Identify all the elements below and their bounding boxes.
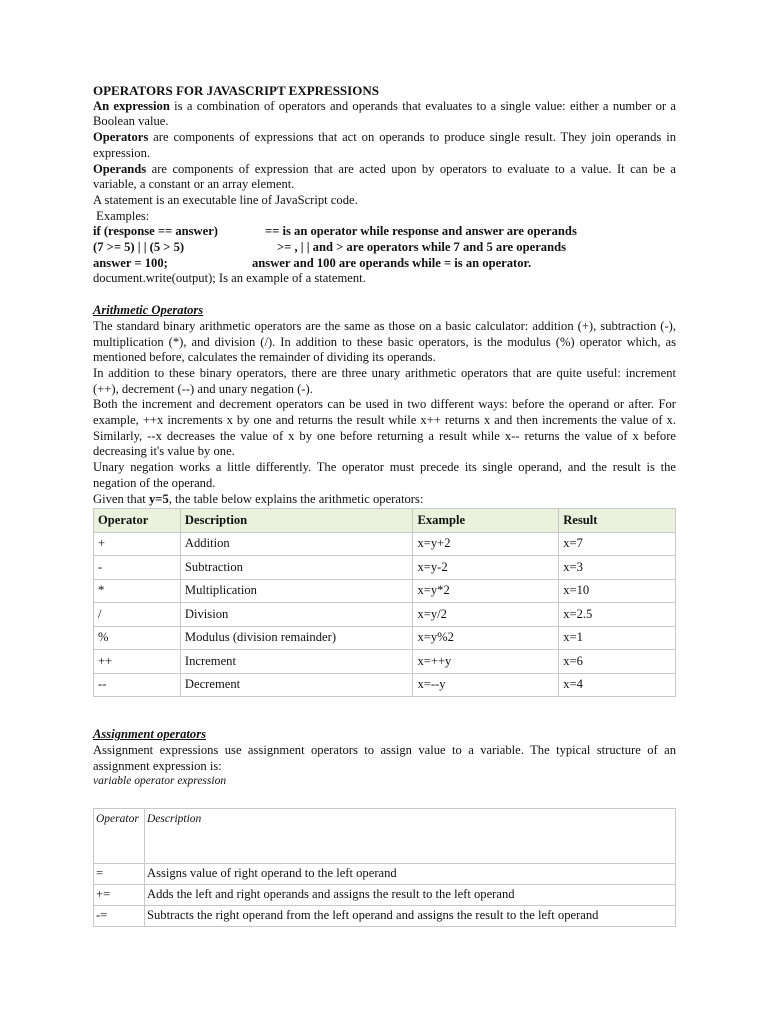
assignment-table [93,808,676,927]
table-cell: - [94,556,181,580]
example-row [93,256,676,272]
statement-definition: A statement is an executable line of JavaScript code. [93,192,358,207]
expression-definition [93,99,676,130]
table-cell: Increment [180,650,413,674]
table-row [94,650,676,674]
arithmetic-table [93,508,676,697]
document-page [93,83,676,927]
spacer [93,287,676,303]
table-cell: -= [94,906,145,927]
table-cell: Assigns value of right operand to the left operand [144,864,675,885]
example-desc: answer and 100 are operands while = is an operator. [252,255,532,270]
expression-term: An expression [93,98,170,113]
column-header: Description [144,809,675,864]
table-row [94,673,676,697]
table-cell: x=4 [559,673,676,697]
example-desc: == is an operator while response and answer are operands [265,224,577,239]
column-header: Operator [94,809,145,864]
table-cell: x=3 [559,556,676,580]
table-row [94,885,676,906]
example-code: if (response == answer) [93,224,219,239]
example-code: (7 >= 5) | | (5 > 5) [93,240,185,255]
table-cell: x=6 [559,650,676,674]
given-value: y=5 [148,491,169,506]
column-header: Description [180,509,413,533]
operands-definition [93,162,676,193]
table-cell: -- [94,673,181,697]
table-cell: % [94,626,181,650]
operands-term: Operands [93,161,147,176]
table-row [94,556,676,580]
operators-definition [93,130,676,161]
arithmetic-paragraph: The standard binary arithmetic operators are the same as those on a basic calculator: addition (+), subtraction (-), multiplication (*), and division (/). In addition to these basic operators, is the modulus (%) operator which, as mentioned before, calculates the remainder of dividing its operands. [93,318,676,365]
table-header-row [94,509,676,533]
table-cell: + [94,532,181,556]
column-header: Operator [94,509,181,533]
table-cell: x=y-2 [413,556,559,580]
table-cell: x=y%2 [413,626,559,650]
table-cell: x=y*2 [413,579,559,603]
assignment-heading: Assignment operators [93,727,207,742]
example-desc: >= , | | and > are operators while 7 and 5 are operands [277,240,566,255]
arithmetic-paragraph: Both the increment and decrement operators can be used in two different ways: before the operand or after. For example, ++x increments x by one and returns the result while x++ returns x and then increments the value of x. Similarly, --x decreases the value of x by one before returning a result while x-- returns the value of x before decreasing it's value by one. [93,397,676,459]
table-row [94,626,676,650]
given-suffix: , the table below explains the arithmetic operators: [168,491,424,506]
table-row [94,603,676,627]
table-cell: x=y+2 [413,532,559,556]
table-cell: Multiplication [180,579,413,603]
statement-example: document.write(output); Is an example of a statement. [93,271,366,286]
table-cell: x=1 [559,626,676,650]
spacer [93,790,676,808]
table-cell: * [94,579,181,603]
table-row [94,864,676,885]
table-cell: x=2.5 [559,603,676,627]
operators-term: Operators [93,130,149,145]
column-header: Result [559,509,676,533]
example-code: answer = 100; [93,255,168,270]
example-row [93,224,676,240]
table-cell: = [94,864,145,885]
table-cell: Decrement [180,673,413,697]
table-row [94,532,676,556]
table-row [94,906,676,927]
spacer [93,697,676,727]
table-cell: Subtraction [180,556,413,580]
assignment-structure: variable operator expression [93,775,227,788]
examples-label: Examples: [93,208,150,223]
arithmetic-paragraph: Unary negation works a little differently. The operator must precede its single operand, and the result is the negation of the operand. [93,460,676,490]
table-cell: Division [180,603,413,627]
given-line [93,492,676,508]
arithmetic-heading: Arithmetic Operators [93,303,204,318]
example-row [93,240,676,256]
given-prefix: Given that [93,491,149,506]
table-cell: x=10 [559,579,676,603]
table-cell: Addition [180,532,413,556]
document-title: OPERATORS FOR JAVASCRIPT EXPRESSIONS [93,83,379,98]
table-cell: Adds the left and right operands and assigns the result to the left operand [144,885,675,906]
operands-text: are components of expression that are acted upon by operators to evaluate to a value. It can be a variable, a constant or an array element. [93,161,676,192]
operators-text: are components of expressions that act on operands to produce single result. They join operands in expression. [93,130,676,160]
table-cell: ++ [94,650,181,674]
table-cell: Modulus (division remainder) [180,626,413,650]
assignment-paragraph: Assignment expressions use assignment operators to assign value to a variable. The typical structure of an assignment expression is: [93,742,676,773]
arithmetic-paragraph: In addition to these binary operators, there are three unary arithmetic operators that are quite useful: increment (++), decrement (--) and unary negation (-). [93,365,676,396]
table-cell: x=++y [413,650,559,674]
table-cell: x=--y [413,673,559,697]
table-cell: Subtracts the right operand from the left operand and assigns the result to the left operand [144,906,675,927]
table-row [94,579,676,603]
table-cell: += [94,885,145,906]
table-cell: / [94,603,181,627]
expression-text: is a combination of operators and operands that evaluates to a single value: either a number or a Boolean value. [93,98,676,129]
table-cell: x=7 [559,532,676,556]
table-cell: x=y/2 [413,603,559,627]
column-header: Example [413,509,559,533]
table-header-row [94,809,676,864]
